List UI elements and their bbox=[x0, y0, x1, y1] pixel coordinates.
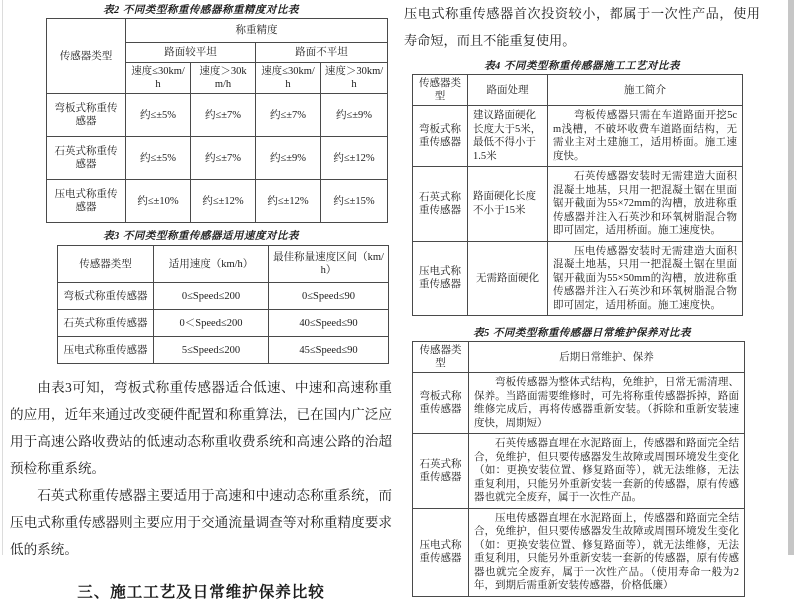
table2-row-quartz bbox=[47, 137, 388, 180]
page-left-edge bbox=[2, 0, 3, 555]
table2-caption: 表2 不同类型称重传感器称重精度对比表 bbox=[103, 5, 299, 16]
table2-header-uneven: 路面不平坦 bbox=[256, 43, 388, 63]
accuracy-cell: 约≤±12% bbox=[321, 137, 388, 180]
sensor-type-cell: 弯板式称重传感器 bbox=[413, 106, 468, 167]
accuracy-cell: 约≤±7% bbox=[256, 94, 321, 137]
construction-brief-cell: 弯板传感器只需在车道路面开挖5cm浅槽，不破坏收费车道路面结构，无需业主对土建施工，适用桥面。施工速度快。 bbox=[548, 106, 743, 167]
continued-paragraph: 压电式称重传感器首次投资较小，都属于一次性产品，使用寿命短，而且不能重复使用。 bbox=[404, 6, 760, 48]
sensor-type-cell: 弯板式称重传感器 bbox=[58, 283, 154, 310]
table4-row-quartz bbox=[413, 167, 743, 242]
accuracy-cell: 约≤±12% bbox=[256, 180, 321, 223]
table3-row-bent-plate bbox=[58, 283, 389, 310]
accuracy-cell: 约≤±5% bbox=[126, 137, 191, 180]
right-column bbox=[404, 0, 760, 597]
sensor-type-cell: 压电式称重传感器 bbox=[47, 180, 126, 223]
table5-header-sensor-type: 传感器类型 bbox=[413, 342, 469, 373]
table2-header-flat: 路面较平坦 bbox=[126, 43, 256, 63]
body-paragraph: 石英式称重传感器主要适用于高速和中速动态称重系统，而压电式称重传感器则主要应用于交通流量调查等对称重精度要求低的系统。 bbox=[10, 488, 392, 557]
sensor-type-cell: 石英式称重传感器 bbox=[413, 434, 469, 509]
table3-applicable-speed bbox=[57, 245, 389, 364]
table3-header-sensor-type: 传感器类型 bbox=[58, 246, 154, 283]
sensor-type-cell: 石英式称重传感器 bbox=[413, 167, 468, 242]
accuracy-cell: 约≤±5% bbox=[126, 94, 191, 137]
table3-row-piezo bbox=[58, 337, 389, 364]
table4-row-piezo bbox=[413, 241, 743, 316]
maintenance-cell: 压电传感器直埋在水泥路面上，传感器和路面完全结合，免维护，但只要传感器发生故障或周围环境发生变化（如：更换安装位置、修复路面等），就无法维修，无法重复利用，只能另外重新安装一套新的传感器，原有传感器也就完全废弃，属于一次性产品。（使用寿命一般为2年，到期后需重新安装传感器，价格低廉） bbox=[469, 508, 745, 596]
road-treatment-cell: 无需路面硬化 bbox=[468, 241, 548, 316]
table2-header-speed: 速度＞30km/h bbox=[321, 63, 388, 94]
speed-cell: 0≤Speed≤200 bbox=[154, 283, 269, 310]
maintenance-cell: 弯板传感器为整体式结构，免维护，日常无需清理、保养。当路面需要维修时，可先将称重传感器拆掉，路面维修完成后，再将传感器重新安装。（拆除和重新安装速度快，周期短） bbox=[469, 373, 745, 434]
best-range-cell: 40≤Speed≤90 bbox=[269, 310, 389, 337]
table3-header-best-range: 最佳称量速度区间（km/h） bbox=[269, 246, 389, 283]
maintenance-cell: 石英传感器直埋在水泥路面上，传感器和路面完全结合，免维护，但只要传感器发生故障或周围环境发生变化（如：更换安装位置、修复路面等），就无法维修，无法重复利用，只能另外重新安装一套新的传感器，原有传感器也就完全废弃，属于一次性产品。 bbox=[469, 434, 745, 509]
accuracy-cell: 约≤±10% bbox=[126, 180, 191, 223]
construction-brief-cell: 石英传感器安装时无需建造大面积混凝土地基，只用一把混凝土锯在里面锯开截面为55×72mm的沟槽，放进称重传感器并注入石英沙和环氧树脂混合物即可固定，适用桥面。施工速度快。 bbox=[548, 167, 743, 242]
table2-header-speed: 速度＞30km/h bbox=[191, 63, 256, 94]
best-range-cell: 45≤Speed≤90 bbox=[269, 337, 389, 364]
body-paragraph: 由表3可知，弯板式称重传感器适合低速、中速和高速称重的应用，近年来通过改变硬件配置和称重算法，已在国内广泛应用于高速公路收费站的低速动态称重收费系统和高速公路的治超预检称重系统。 bbox=[10, 380, 392, 476]
sensor-type-cell: 弯板式称重传感器 bbox=[47, 94, 126, 137]
table4-construction-process bbox=[412, 74, 743, 316]
construction-brief-cell: 压电传感器安装时无需建造大面积混凝土地基，只用一把混凝土锯在里面锯开截面为55×50mm的沟槽，放进称重传感器并注入石英沙和环氧树脂混合物即可固定，适用桥面。施工速度快。 bbox=[548, 241, 743, 316]
table2-row-piezo bbox=[47, 180, 388, 223]
table5-row-quartz bbox=[413, 434, 745, 509]
left-column bbox=[10, 0, 392, 602]
table3-row-quartz bbox=[58, 310, 389, 337]
table2-header-speed: 速度≤30km/h bbox=[256, 63, 321, 94]
table4-header-road-treatment: 路面处理 bbox=[468, 75, 548, 106]
sensor-type-cell: 压电式称重传感器 bbox=[413, 508, 469, 596]
table5-header-maintenance: 后期日常维护、保养 bbox=[469, 342, 745, 373]
table2-header-speed: 速度≤30km/h bbox=[126, 63, 191, 94]
sensor-type-cell: 石英式称重传感器 bbox=[58, 310, 154, 337]
table2-header-sensor-type: 传感器类型 bbox=[47, 19, 126, 94]
table4-row-bent-plate bbox=[413, 106, 743, 167]
table5-row-piezo bbox=[413, 508, 745, 596]
accuracy-cell: 约≤±15% bbox=[321, 180, 388, 223]
table4-header-sensor-type: 传感器类型 bbox=[413, 75, 468, 106]
table5-row-bent-plate bbox=[413, 373, 745, 434]
accuracy-cell: 约≤±12% bbox=[191, 180, 256, 223]
best-range-cell: 0≤Speed≤90 bbox=[269, 283, 389, 310]
table3-caption: 表3 不同类型称重传感器适用速度对比表 bbox=[103, 231, 299, 242]
sensor-type-cell: 压电式称重传感器 bbox=[58, 337, 154, 364]
accuracy-cell: 约≤±9% bbox=[256, 137, 321, 180]
speed-cell: 0＜Speed≤200 bbox=[154, 310, 269, 337]
table5-caption: 表5 不同类型称重传感器日常维护保养对比表 bbox=[473, 328, 691, 339]
road-treatment-cell: 路面硬化长度不小于15米 bbox=[468, 167, 548, 242]
accuracy-cell: 约≤±7% bbox=[191, 137, 256, 180]
table2-row-bent-plate bbox=[47, 94, 388, 137]
page-right-edge bbox=[788, 0, 794, 555]
table2-weighing-accuracy bbox=[46, 18, 388, 223]
table4-header-construction-brief: 施工简介 bbox=[548, 75, 743, 106]
table4-caption: 表4 不同类型称重传感器施工工艺对比表 bbox=[484, 61, 680, 72]
section-heading-construction: 三、施工工艺及日常维护保养比较 bbox=[77, 584, 325, 601]
sensor-type-cell: 压电式称重传感器 bbox=[413, 241, 468, 316]
road-treatment-cell: 建议路面硬化长度大于5米，最低不得小于1.5米 bbox=[468, 106, 548, 167]
table2-header-accuracy: 称重精度 bbox=[126, 19, 388, 43]
table3-header-speed: 适用速度（km/h） bbox=[154, 246, 269, 283]
sensor-type-cell: 石英式称重传感器 bbox=[47, 137, 126, 180]
sensor-type-cell: 弯板式称重传感器 bbox=[413, 373, 469, 434]
table5-daily-maintenance bbox=[412, 341, 745, 597]
accuracy-cell: 约≤±7% bbox=[191, 94, 256, 137]
speed-cell: 5≤Speed≤200 bbox=[154, 337, 269, 364]
accuracy-cell: 约≤±9% bbox=[321, 94, 388, 137]
